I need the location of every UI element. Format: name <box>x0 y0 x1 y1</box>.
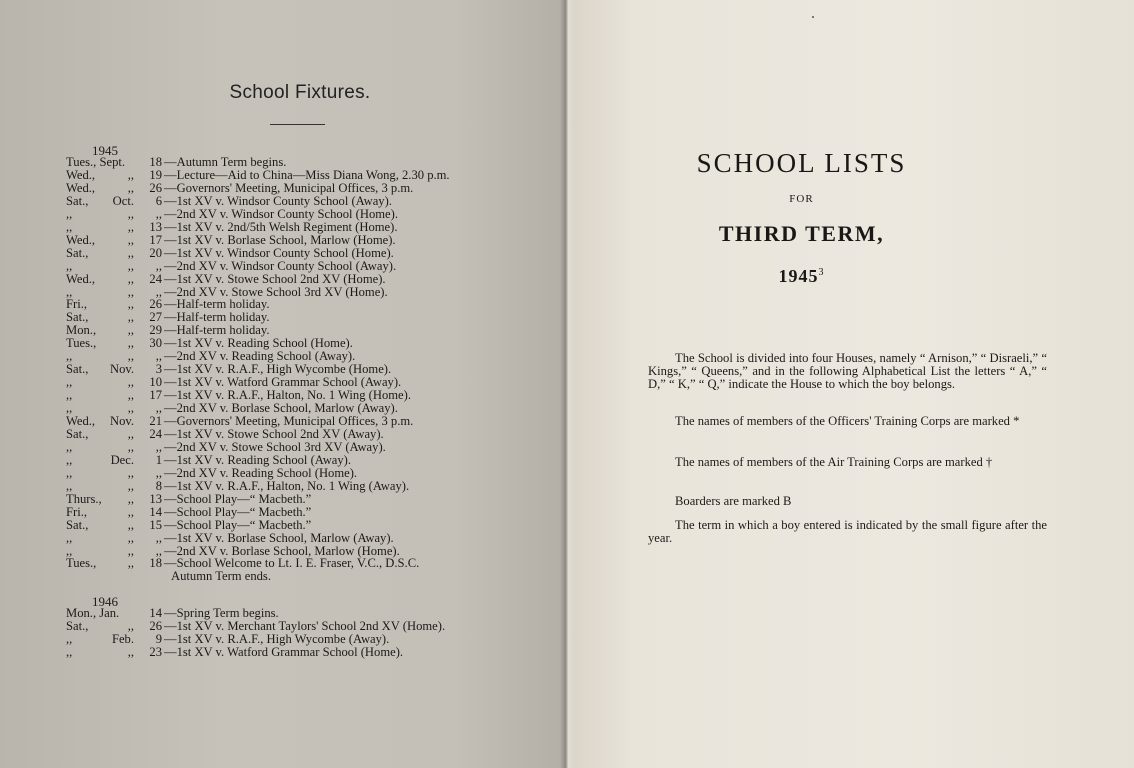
fixture-date: ,, <box>155 401 162 416</box>
fixture-month: Dec. <box>110 452 134 467</box>
fixture-date: ,, <box>155 206 162 221</box>
fixture-day: ,, <box>66 543 73 558</box>
otc-paragraph: The names of members of the Officers' Training Corps are marked * <box>675 414 1020 428</box>
fixture-text: —2nd XV v. Borlase School, Marlow (Home). <box>164 543 400 558</box>
fixture-day: Wed., <box>66 180 96 195</box>
fixture-month: ,, <box>127 504 134 519</box>
fixture-date: 27 <box>149 310 162 325</box>
fixture-month: ,, <box>127 167 134 182</box>
fixture-day: ,, <box>66 401 73 416</box>
fixture-day: Fri., <box>66 297 87 312</box>
fixture-date: 18 <box>149 155 162 169</box>
left-page <box>0 0 566 768</box>
fixture-date: 15 <box>149 517 162 532</box>
fixture-month: ,, <box>127 401 134 416</box>
fixture-text: —School Play—“ Macbeth.” <box>164 491 312 506</box>
fixture-day: Mon., <box>66 323 97 338</box>
fixture-day: ,, <box>66 219 73 234</box>
fixture-text: —1st XV v. Reading School (Away). <box>164 452 352 467</box>
fixture-month: ,, <box>127 556 134 571</box>
fixture-day: Wed., <box>66 167 96 182</box>
fixture-month: ,, <box>127 426 134 441</box>
houses-paragraph: The School is divided into four Houses, namely “ Arnison,” “ Disraeli,” “ Kings,” “ Queens,” and in the following Alphabetical List the letters “ A,” “ D,” “ K,” “ Q,” indicate the House to which the boy belongs. <box>648 351 1047 391</box>
fixture-text: —1st XV v. Reading School (Home). <box>164 336 353 351</box>
fixture-month: ,, <box>127 530 134 545</box>
boarders-paragraph: Boarders are marked B <box>675 494 792 508</box>
fixture-text: —School Play—“ Macbeth.” <box>164 504 312 519</box>
fixture-day: ,, <box>66 284 73 299</box>
fixture-month: ,, <box>127 232 134 247</box>
fixture-text: —1st XV v. Windsor County School (Away). <box>164 193 392 208</box>
fixture-continuation: Autumn Term ends. <box>171 569 271 583</box>
fixture-text: —1st XV v. Watford Grammar School (Home). <box>164 644 404 659</box>
fixture-month: ,, <box>127 271 134 286</box>
fixture-text: —Lecture—Aid to China—Miss Diana Wong, 2.30 p.m. <box>164 167 450 182</box>
fixture-day: Sat., <box>66 426 89 441</box>
for-label: FOR <box>789 193 814 205</box>
fixture-date: 1 <box>155 452 162 467</box>
fixture-month: ,, <box>127 219 134 234</box>
fixture-date: 26 <box>149 297 162 312</box>
fixture-date: 21 <box>149 414 162 428</box>
fixture-day: Tues., <box>66 556 97 571</box>
fixture-day: Fri., <box>66 504 87 519</box>
fixture-day: ,, <box>66 388 73 403</box>
fixture-date: ,, <box>155 349 162 364</box>
fixture-date: ,, <box>155 465 162 480</box>
school-lists-title: SCHOOL LISTS <box>696 148 907 178</box>
fixture-day: ,, <box>66 644 73 659</box>
fixture-month: ,, <box>127 644 134 659</box>
fixture-date: 9 <box>155 631 162 646</box>
fixture-date: 24 <box>149 426 162 441</box>
fixture-day: ,, <box>66 258 73 273</box>
fixture-date: ,, <box>155 530 162 545</box>
fixture-text: —2nd XV v. Stowe School 3rd XV (Away). <box>164 439 386 454</box>
fixture-text: —School Welcome to Lt. I. E. Fraser, V.C., D.S.C. <box>164 556 420 571</box>
fixture-date: 6 <box>155 193 162 208</box>
fixture-text: —1st XV v. Windsor County School (Home). <box>164 245 394 260</box>
fixture-text: —1st XV v. R.A.F., High Wycombe (Home). <box>164 362 392 377</box>
book-gutter <box>560 0 574 768</box>
fixture-text: —2nd XV v. Windsor County School (Home). <box>164 206 398 221</box>
fixture-month: Oct. <box>112 193 134 208</box>
fixture-day: ,, <box>66 452 73 467</box>
fixture-month: ,, <box>127 297 134 312</box>
fixture-month: ,, <box>127 258 134 273</box>
fixture-text: —1st XV v. R.A.F., Halton, No. 1 Wing (Away). <box>164 478 410 493</box>
fixture-date: 3 <box>155 362 162 377</box>
atc-paragraph: The names of members of the Air Training Corps are marked † <box>675 455 993 469</box>
fixture-month: ,, <box>127 336 134 351</box>
fixture-day: Sat., <box>66 618 89 633</box>
fixture-text: —Governors' Meeting, Municipal Offices, 3 p.m. <box>164 180 414 195</box>
fixture-date: 14 <box>149 606 162 620</box>
fixture-month: ,, <box>127 310 134 325</box>
fixture-date: 13 <box>149 219 162 234</box>
third-term-title: THIRD TERM, <box>718 221 885 246</box>
fixture-day: Wed., <box>66 232 96 247</box>
fixture-text: —Half-term holiday. <box>164 323 270 338</box>
fixture-text: —1st XV v. R.A.F., Halton, No. 1 Wing (Home). <box>164 388 411 403</box>
year-1945-heading: 1945 <box>92 143 118 158</box>
fixture-day: ,, <box>66 349 73 364</box>
fixture-text: —Governors' Meeting, Municipal Offices, 3 p.m. <box>164 414 414 428</box>
fixture-date: 30 <box>149 336 162 351</box>
fixture-text: —School Play—“ Macbeth.” <box>164 517 312 532</box>
fixture-day: ,, <box>66 375 73 390</box>
fixture-text: —2nd XV v. Windsor County School (Away). <box>164 258 397 273</box>
fixture-day: Tues., <box>66 336 97 351</box>
fixture-month: Nov. <box>109 362 134 377</box>
fixture-text: —2nd XV v. Reading School (Home). <box>164 465 358 480</box>
fixture-text: —1st XV v. Borlase School, Marlow (Home). <box>164 232 396 247</box>
entry-term-paragraph: The term in which a boy entered is indicated by the small figure after the year. <box>648 518 1047 545</box>
fixture-date: ,, <box>155 439 162 454</box>
fixture-text: —1st XV v. Stowe School 2nd XV (Home). <box>164 271 386 286</box>
fixture-text: —1st XV v. R.A.F., High Wycombe (Away). <box>164 631 390 646</box>
fixture-day: ,, <box>66 478 73 493</box>
fixture-date: ,, <box>155 543 162 558</box>
fixture-text: —Half-term holiday. <box>164 310 270 325</box>
fixture-month: ,, <box>127 284 134 299</box>
fixture-text: —Half-term holiday. <box>164 297 270 312</box>
fixture-text: —Spring Term begins. <box>164 606 279 620</box>
fixture-month: ,, <box>127 465 134 480</box>
fixture-text: —2nd XV v. Reading School (Away). <box>164 349 356 364</box>
fixture-text: —1st XV v. Watford Grammar School (Away). <box>164 375 402 390</box>
fixture-day: Wed., <box>66 414 96 428</box>
fixture-day: ,, <box>66 530 73 545</box>
year-title <box>566 266 1037 287</box>
fixture-date: ,, <box>155 258 162 273</box>
fixture-month: ,, <box>127 618 134 633</box>
year-1946-heading: 1946 <box>92 594 118 609</box>
fixture-day: Wed., <box>66 271 96 286</box>
title-rule <box>270 124 325 125</box>
fixture-month: ,, <box>127 439 134 454</box>
year-title-superscript: 3 <box>818 267 825 278</box>
fixture-month: ,, <box>127 180 134 195</box>
fixture-date: ,, <box>155 284 162 299</box>
fixture-date: 23 <box>149 644 162 659</box>
fixture-date: 17 <box>149 388 162 403</box>
fixture-month: Feb. <box>111 631 134 646</box>
fixture-day: Sat., <box>66 362 89 377</box>
fixture-month: ,, <box>127 491 134 506</box>
fixture-text: —2nd XV v. Stowe School 3rd XV (Home). <box>164 284 388 299</box>
fixture-day: Sat., <box>66 245 89 260</box>
fixture-date: 17 <box>149 232 162 247</box>
page-speck <box>812 16 814 18</box>
fixture-month: ,, <box>127 375 134 390</box>
fixture-month: ,, <box>127 245 134 260</box>
fixture-month: ,, <box>127 206 134 221</box>
fixture-text: —1st XV v. Stowe School 2nd XV (Away). <box>164 426 384 441</box>
fixture-day: Tues., Sept. <box>66 155 126 169</box>
fixture-day: Thurs., <box>66 491 102 506</box>
fixture-month: ,, <box>127 323 134 338</box>
fixture-date: 26 <box>149 618 162 633</box>
fixture-date: 26 <box>149 180 162 195</box>
fixture-text: —2nd XV v. Borlase School, Marlow (Away). <box>164 401 398 416</box>
year-title-text: 1945 <box>778 266 819 286</box>
fixture-month: ,, <box>127 388 134 403</box>
fixture-month: ,, <box>127 543 134 558</box>
fixture-date: 29 <box>149 323 162 338</box>
fixture-text: —1st XV v. 2nd/5th Welsh Regiment (Home). <box>164 219 398 234</box>
fixture-month: Nov. <box>109 414 134 428</box>
fixtures-title: School Fixtures. <box>229 82 371 103</box>
fixture-date: 20 <box>149 245 162 260</box>
fixture-day: Sat., <box>66 310 89 325</box>
fixture-day: ,, <box>66 439 73 454</box>
fixture-day: Mon., Jan. <box>66 606 120 620</box>
fixture-text: —Autumn Term begins. <box>164 155 287 169</box>
fixture-month: ,, <box>127 349 134 364</box>
fixture-date: 24 <box>149 271 162 286</box>
fixture-text: —1st XV v. Borlase School, Marlow (Away). <box>164 530 394 545</box>
fixture-date: 19 <box>149 167 162 182</box>
fixture-date: 18 <box>149 556 162 571</box>
fixture-day: ,, <box>66 631 73 646</box>
fixture-month: ,, <box>127 517 134 532</box>
fixture-text: —1st XV v. Merchant Taylors' School 2nd XV (Home). <box>164 618 446 633</box>
fixture-date: 8 <box>155 478 162 493</box>
fixture-day: ,, <box>66 206 73 221</box>
fixture-day: Sat., <box>66 517 89 532</box>
fixture-date: 14 <box>149 504 162 519</box>
fixture-day: ,, <box>66 465 73 480</box>
fixture-month: ,, <box>127 478 134 493</box>
fixture-day: Sat., <box>66 193 89 208</box>
fixture-date: 10 <box>149 375 162 390</box>
fixture-date: 13 <box>149 491 162 506</box>
